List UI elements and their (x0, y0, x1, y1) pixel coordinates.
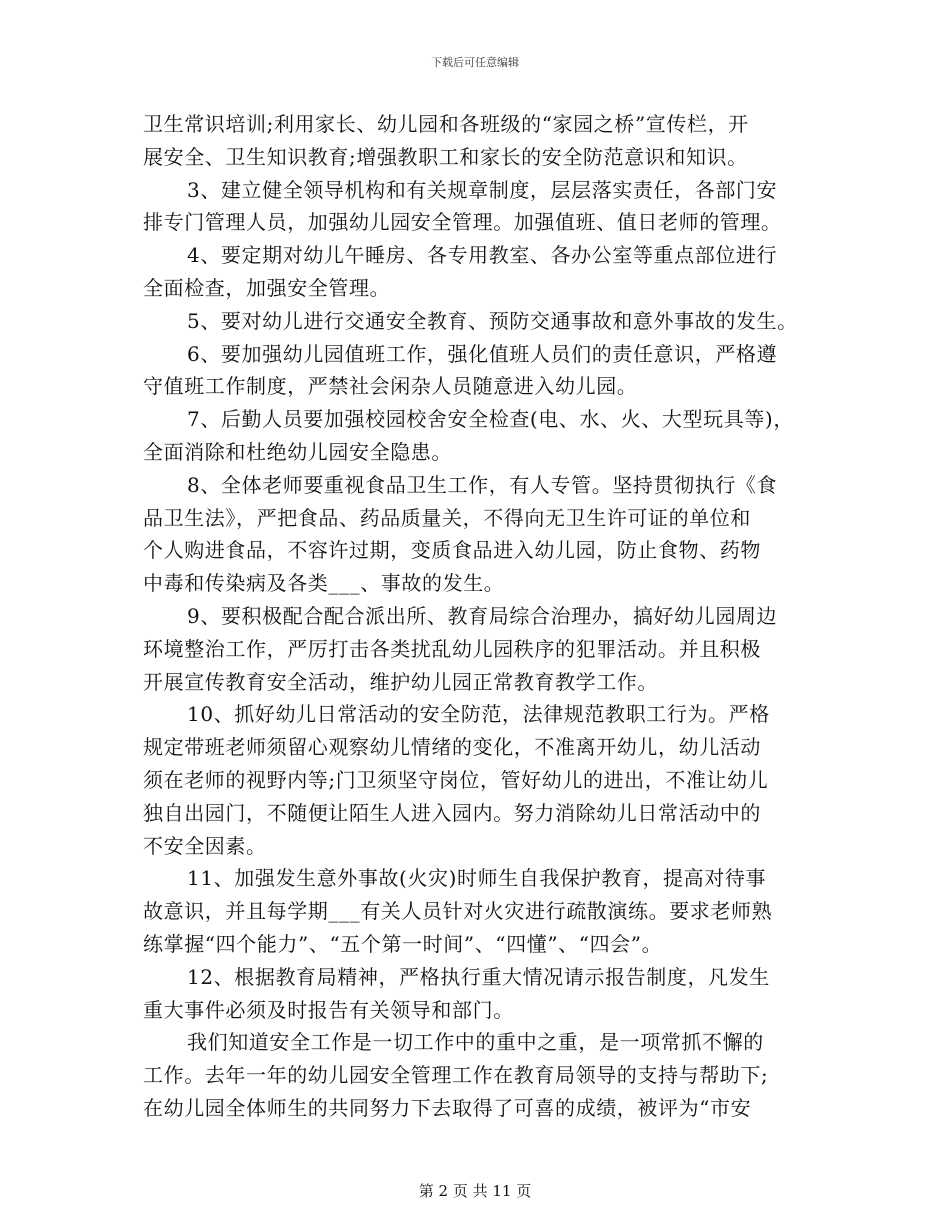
text-line: 守值班工作制度，严禁社会闲杂人员随意进入幼儿园。 (143, 374, 638, 399)
text-line: 4、要定期对幼儿午睡房、各专用教室、各办公室等重点部位进行 (187, 243, 778, 268)
text-line: 6、要加强幼儿园值班工作，强化值班人员们的责任意识，严格遵 (187, 341, 778, 366)
text-line: 独自出园门，不随便让陌生人进入园内。努力消除幼儿日常活动中的 (143, 800, 761, 825)
text-line: 3、建立健全领导机构和有关规章制度，层层落实责任，各部门安 (187, 177, 778, 202)
text-line: 重大事件必须及时报告有关领导和部门。 (143, 997, 514, 1022)
text-line: 9、要积极配合配合派出所、教育局综合治理办，搞好幼儿园周边 (187, 603, 778, 628)
text-line: 工作。去年一年的幼儿园安全管理工作在教育局领导的支持与帮助下; (143, 1063, 769, 1088)
text-line: 12、根据教育局精神，严格执行重大情况请示报告制度，凡发生 (187, 964, 770, 989)
page-header: 下载后可任意编辑 (431, 56, 519, 69)
text-line: 5、要对幼儿进行交通安全教育、预防交通事故和意外事故的发生。 (187, 308, 798, 333)
text-line: 我们知道安全工作是一切工作中的重中之重，是一项常抓不懈的 (187, 1030, 764, 1055)
text-line: 中毒和传染病及各类___、事故的发生。 (143, 571, 505, 596)
text-line: 品卫生法》，严把食品、药品质量关，不得向无卫生许可证的单位和 (143, 505, 751, 530)
text-line: 展安全、卫生知识教育;增强教职工和家长的安全防范意识和知识。 (143, 144, 748, 169)
document-body (143, 108, 823, 1125)
text-line: 11、加强发生意外事故(火灾)时师生自我保护教育，提高对待事 (187, 866, 767, 891)
text-line: 开展宣传教育安全活动，维护幼儿园正常教育教学工作。 (143, 669, 658, 694)
text-line: 练掌握“四个能力”、“五个第一时间”、“四懂”、“四会”。 (143, 931, 663, 956)
text-line: 规定带班老师须留心观察幼儿情绪的变化，不准离开幼儿，幼儿活动 (143, 735, 761, 760)
text-line: 10、抓好幼儿日常活动的安全防范，法律规范教职工行为。严格 (187, 702, 770, 727)
page-footer: 第 2 页 共 11 页 (418, 1182, 532, 1200)
text-line: 8、全体老师要重视食品卫生工作，有人专管。坚持贯彻执行《食 (187, 472, 778, 497)
text-line: 环境整治工作，严厉打击各类扰乱幼儿园秩序的犯罪活动。并且积极 (143, 636, 761, 661)
text-line: 排专门管理人员，加强幼儿园安全管理。加强值班、值日老师的管理。 (143, 210, 782, 235)
text-line: 个人购进食品，不容许过期，变质食品进入幼儿园，防止食物、药物 (143, 538, 761, 563)
text-line: 卫生常识培训;利用家长、幼儿园和各班级的“家园之桥”宣传栏，开 (143, 112, 749, 136)
text-line: 全面消除和杜绝幼儿园安全隐患。 (143, 439, 452, 464)
text-line: 全面检查，加强安全管理。 (143, 275, 391, 300)
text-line: 须在老师的视野内等;门卫须坚守岗位，管好幼儿的进出，不准让幼儿 (143, 767, 769, 792)
text-line: 不安全因素。 (143, 833, 267, 858)
text-line: 7、后勤人员要加强校园校舍安全检查(电、水、火、大型玩具等)， (187, 407, 794, 432)
text-line: 在幼儿园全体师生的共同努力下去取得了可喜的成绩，被评为“市安 (143, 1095, 752, 1120)
text-line: 故意识，并且每学期___有关人员针对火灾进行疏散演练。要求老师熟 (143, 899, 773, 924)
